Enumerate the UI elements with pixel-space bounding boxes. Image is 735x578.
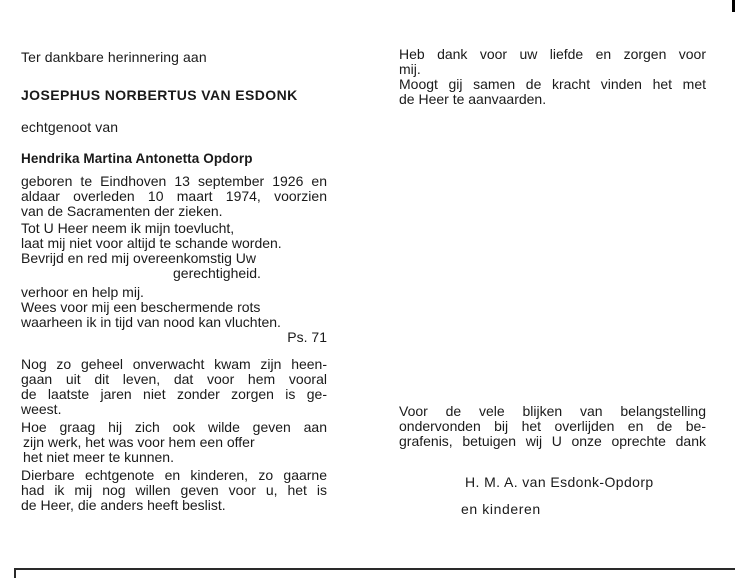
signature: H. M. A. van Esdonk-Opdorp xyxy=(465,474,654,490)
spouse-of-text: echtgenoot van xyxy=(21,119,119,135)
thanks-line: Moogt gij samen de kracht vinden het met xyxy=(399,76,706,92)
acknowledgement-line: Voor de vele blijken van belangstelling xyxy=(399,403,706,419)
deceased-name: JOSEPHUS NORBERTUS VAN ESDONK xyxy=(21,87,298,103)
psalm-line: laat mij niet voor altijd te schande worden. xyxy=(21,235,282,251)
psalm-reference: Ps. 71 xyxy=(287,329,327,345)
psalm-line: verhoor en help mij. xyxy=(21,284,144,300)
paragraph-line: weest. xyxy=(21,401,62,417)
thanks-block xyxy=(399,47,706,107)
paragraph-3 xyxy=(21,468,327,513)
psalm-line: gerechtigheid. xyxy=(173,265,261,281)
psalm-line: waarheen ik in tijd van nood kan vluchten. xyxy=(21,314,281,330)
paragraph-line: Nog zo geheel onverwacht kwam zijn heen- xyxy=(21,356,327,372)
bio-line: van de Sacramenten der zieken. xyxy=(21,203,223,219)
thanks-line: mij. xyxy=(399,61,421,77)
paragraph-line: Dierbare echtgenote en kinderen, zo gaarne xyxy=(21,467,327,483)
paragraph-1 xyxy=(21,357,327,417)
bottom-divider xyxy=(14,568,735,570)
paragraph-2 xyxy=(21,420,327,465)
paragraph-line: zijn werk, het was voor hem een offer xyxy=(23,434,255,450)
signature-suffix: en kinderen xyxy=(461,501,541,517)
bio-line: aldaar overleden 10 maart 1974, voorzien xyxy=(21,188,327,204)
acknowledgement-block xyxy=(399,404,706,449)
acknowledgement-line: ondervonden bij het overlijden en de be- xyxy=(399,418,706,434)
paragraph-line: gaan uit dit leven, dat voor hem vooral xyxy=(21,371,327,387)
acknowledgement-line: grafenis, betuigen wij U onze oprechte dank xyxy=(399,433,706,449)
paragraph-line: had ik mij nog willen geven voor u, het is xyxy=(21,482,327,498)
paragraph-line: het niet meer te kunnen. xyxy=(23,449,174,465)
psalm-line: Bevrijd en red mij overeenkomstig Uw xyxy=(21,250,256,266)
psalm-line: Tot U Heer neem ik mijn toevlucht, xyxy=(21,220,235,236)
bottom-divider-tick xyxy=(14,568,16,578)
bio-line: geboren te Eindhoven 13 september 1926 en xyxy=(21,173,327,189)
spouse-name: Hendrika Martina Antonetta Opdorp xyxy=(21,151,253,166)
intro-text: Ter dankbare herinnering aan xyxy=(21,49,207,65)
psalm-block xyxy=(21,221,327,345)
bio-block xyxy=(21,174,327,219)
paragraph-line: de laatste jaren niet zonder zorgen is ge- xyxy=(21,386,327,402)
paragraph-line: de Heer, die anders heeft beslist. xyxy=(21,497,226,513)
thanks-line: Heb dank voor uw liefde en zorgen voor xyxy=(399,46,706,62)
psalm-line: Wees voor mij een beschermende rots xyxy=(21,299,261,315)
thanks-line: de Heer te aanvaarden. xyxy=(399,91,547,107)
paragraph-line: Hoe graag hij zich ook wilde geven aan xyxy=(21,419,327,435)
